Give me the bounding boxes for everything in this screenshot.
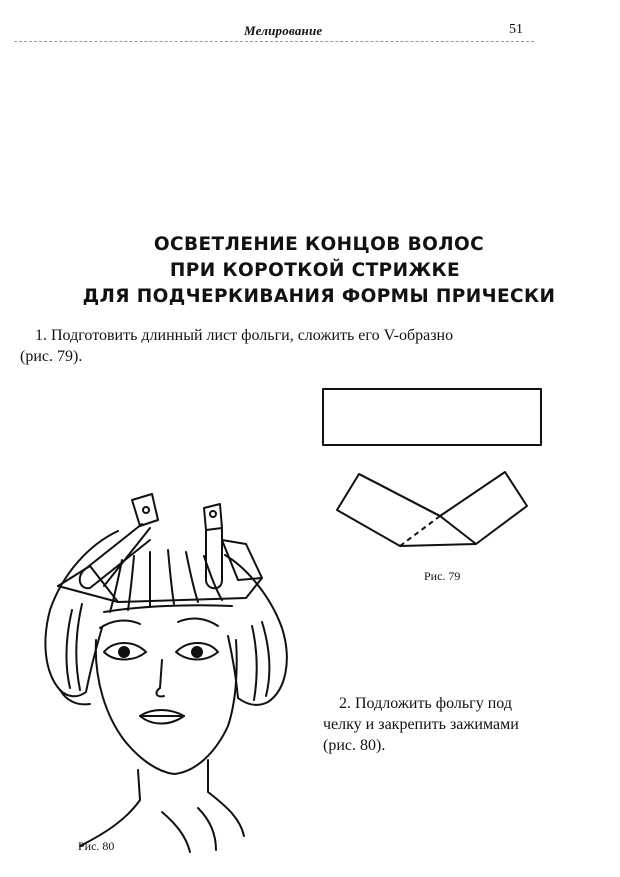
neck-right (208, 760, 244, 836)
collar-line (162, 812, 190, 852)
right-eyebrow (178, 619, 218, 626)
foil-panel (58, 540, 262, 602)
left-clip-hole (143, 507, 149, 513)
nose (157, 660, 164, 696)
collar-line (198, 808, 216, 850)
step-1-line-2: (рис. 79). (20, 348, 83, 365)
left-pupil (119, 647, 129, 657)
right-clip-body (206, 528, 222, 588)
foil-panel-fold (222, 540, 262, 580)
hair-strand (76, 604, 82, 690)
heading-line-2: ПРИ КОРОТКОЙ СТРИЖКЕ (169, 260, 461, 281)
right-pupil (192, 647, 202, 657)
step-2-line-3: (рис. 80). (323, 737, 386, 754)
hair-strand (262, 622, 269, 696)
hair-strand (252, 626, 257, 700)
heading-line-3: ДЛЯ ПОДЧЕРКИВАНИЯ ФОРМЫ ПРИЧЕСКИ (82, 286, 556, 307)
fringe-strand (168, 550, 174, 604)
neck-left (80, 770, 140, 846)
face-contour (96, 640, 237, 774)
running-title: Мелирование (244, 23, 323, 38)
step-2-line-1: 2. Подложить фольгу под (339, 695, 512, 712)
step-2-paragraph (323, 693, 519, 756)
heading-line-1: ОСВЕТЛЕНИЕ КОНЦОВ ВОЛОС (153, 234, 485, 255)
page-number: 51 (509, 22, 523, 37)
left-clip-head (132, 494, 158, 526)
fringe-edge (104, 605, 232, 612)
figure-79-caption: Рис. 79 (424, 569, 461, 583)
right-clip-hole (210, 511, 216, 517)
step-2-line-2: челку и закрепить зажимами (323, 716, 519, 733)
hair-strand (66, 610, 72, 688)
fringe-strand (186, 552, 198, 602)
left-eyebrow (100, 621, 140, 628)
hair-left (45, 531, 118, 696)
step-1-line-1: 1. Подготовить длинный лист фольги, сложить его V-образно (35, 327, 454, 344)
figure-80-caption: Рис. 80 (78, 839, 115, 853)
